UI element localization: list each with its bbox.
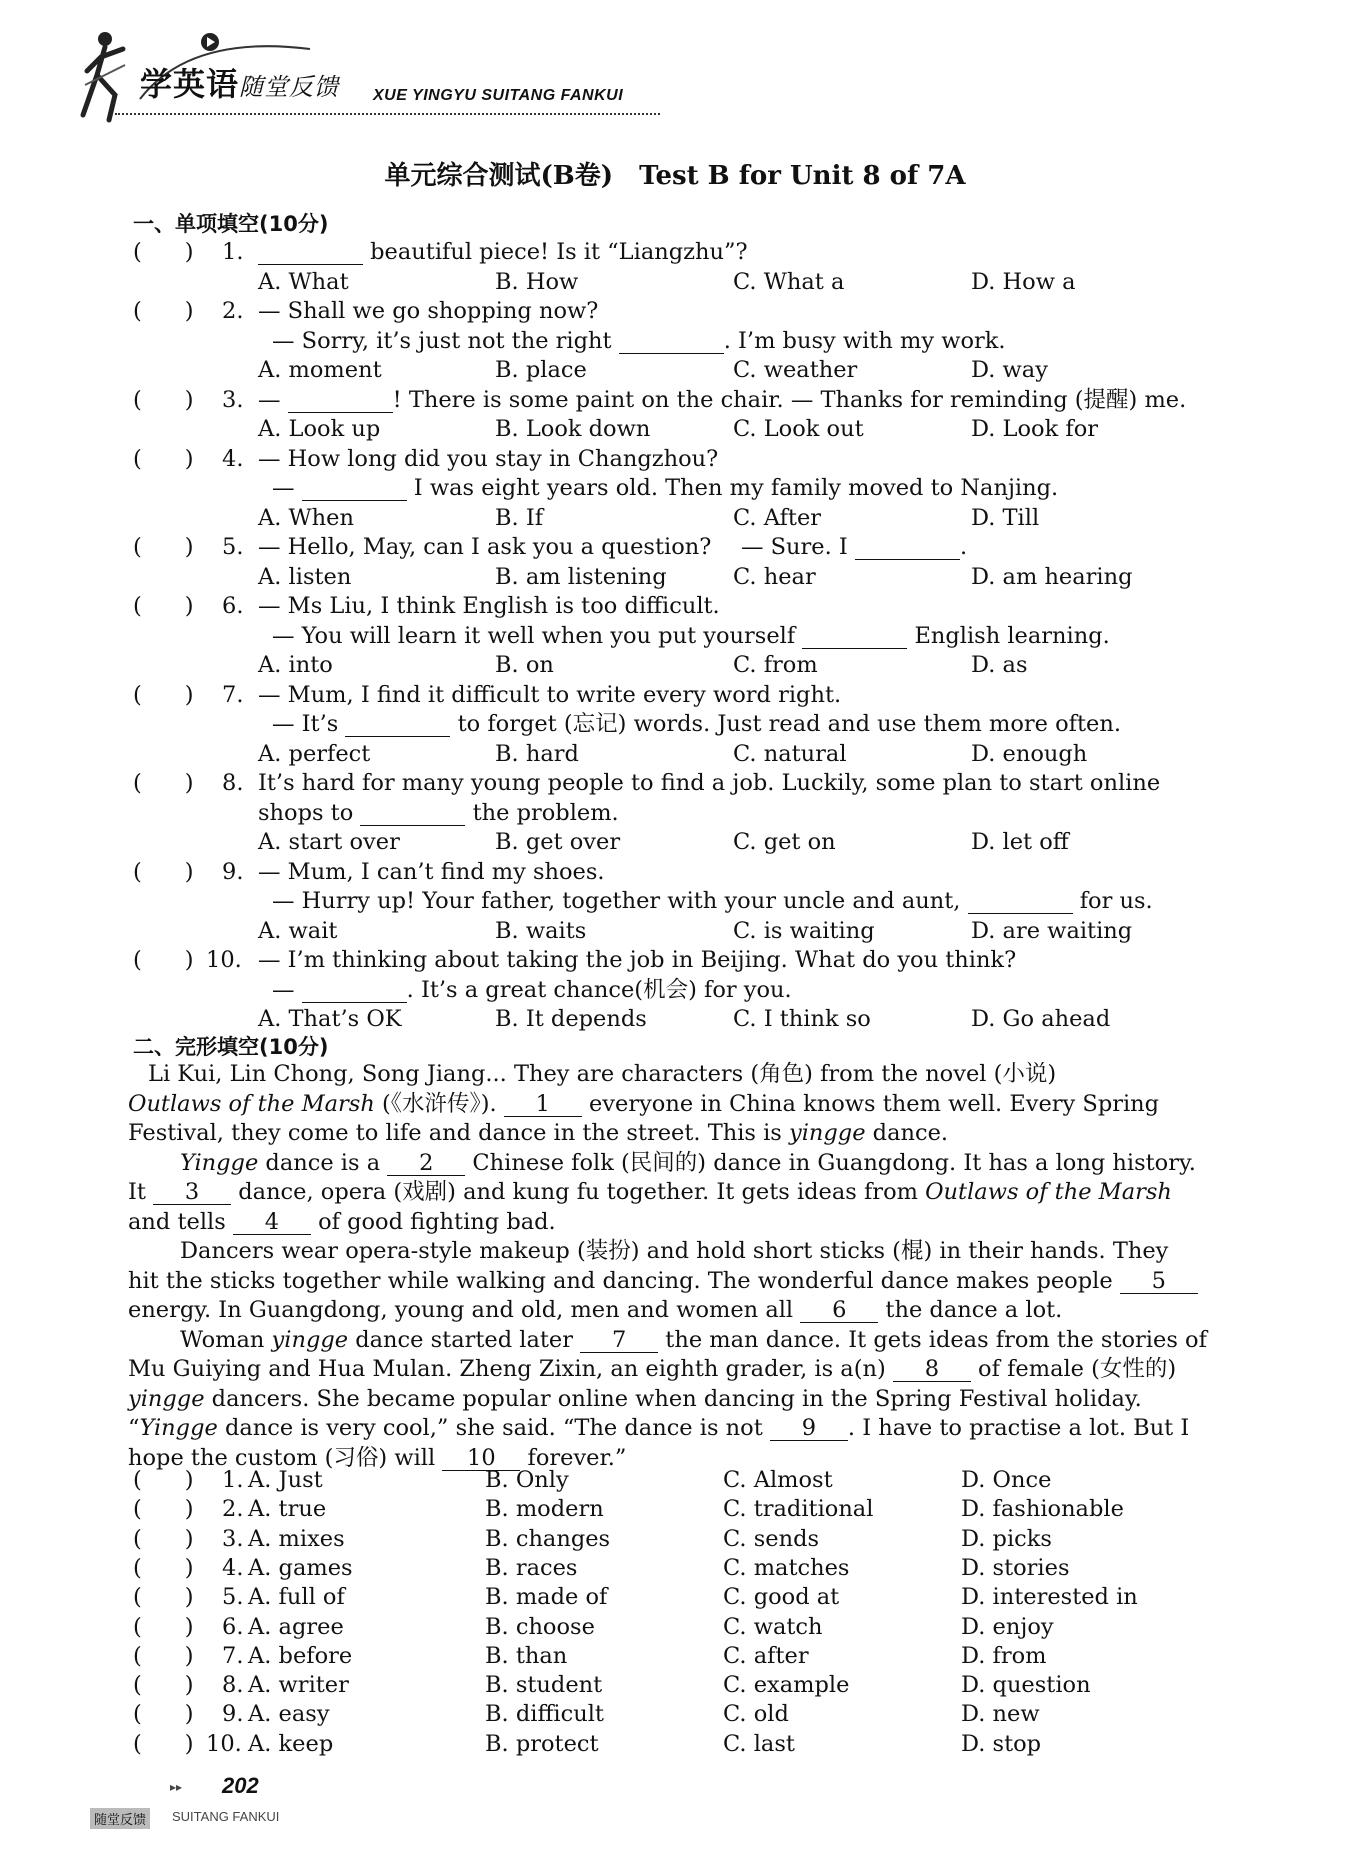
answer-paren[interactable]: ( )	[133, 534, 194, 560]
answer-paren[interactable]: ( )	[133, 1525, 194, 1552]
option-c[interactable]: C. watch	[723, 1613, 823, 1640]
question-number: 1.	[222, 239, 244, 265]
brand-title: 学英语随堂反馈	[140, 65, 340, 103]
passage-line: Festival, they come to life and dance in the street. This is yingge dance.	[128, 1120, 949, 1146]
question-text: — How long did you stay in Changzhou?	[258, 445, 719, 472]
answer-paren[interactable]: ( )	[133, 947, 194, 973]
answer-blank[interactable]	[619, 329, 724, 354]
question-number: 6.	[222, 1613, 244, 1640]
question-text: — . It’s a great chance(机会) for you.	[272, 976, 792, 1003]
option-c[interactable]: C. Look out	[733, 416, 864, 442]
answer-paren[interactable]: ( )	[133, 1672, 194, 1699]
option-c[interactable]: C. hear	[733, 563, 816, 590]
question-number: 7.	[222, 1642, 244, 1669]
answer-blank[interactable]	[855, 535, 960, 560]
option-a[interactable]: A. perfect	[258, 740, 371, 767]
option-b[interactable]: B. protect	[485, 1730, 599, 1757]
passage-line: Outlaws of the Marsh (《水浒传》). 1 everyone in China knows them well. Every Spring	[128, 1090, 1160, 1117]
question-text: beautiful piece! Is it “Liangzhu”?	[258, 237, 748, 267]
brand-english: XUE YINGYU SUITANG FANKUI	[373, 87, 624, 104]
question-number: 5.	[222, 534, 244, 560]
question-text: — Shall we go shopping now?	[258, 298, 599, 324]
option-d[interactable]: D. from	[961, 1642, 1047, 1669]
cloze-blank[interactable]: 1	[504, 1092, 582, 1117]
option-c[interactable]: C. Almost	[723, 1467, 833, 1493]
page-arrow-icon: ▸▸	[170, 1780, 183, 1794]
passage-line: “Yingge dance is very cool,” she said. “The dance is not 9 . I have to practise a lot. But I	[128, 1415, 1190, 1441]
cloze-blank[interactable]: 5	[1120, 1269, 1198, 1294]
question-number: 10.	[206, 1730, 242, 1757]
option-a[interactable]: A. listen	[258, 563, 352, 590]
option-c[interactable]: C. What a	[733, 268, 845, 295]
option-a[interactable]: A. true	[248, 1496, 327, 1523]
option-d[interactable]: D. stop	[961, 1730, 1042, 1757]
option-a[interactable]: A. start over	[258, 829, 400, 855]
passage-line: Dancers wear opera-style makeup (装扮) and hold short sticks (棍) in their hands. They	[180, 1238, 1169, 1264]
option-a[interactable]: A. moment	[258, 357, 382, 383]
answer-paren[interactable]: ( )	[133, 1642, 194, 1669]
option-a[interactable]: A. Just	[248, 1467, 323, 1493]
option-a[interactable]: A. easy	[248, 1701, 330, 1728]
option-b[interactable]: B. on	[495, 652, 554, 678]
answer-paren[interactable]: ( )	[133, 681, 194, 708]
option-d[interactable]: D. picks	[961, 1525, 1052, 1552]
option-d[interactable]: D. Till	[971, 504, 1040, 531]
passage-line: yingge dancers. She became popular online when dancing in the Spring Festival holiday.	[128, 1385, 1142, 1412]
answer-blank[interactable]	[345, 712, 450, 737]
option-a[interactable]: A. full of	[248, 1584, 345, 1611]
question-text: — Mum, I can’t find my shoes.	[258, 858, 605, 885]
option-c[interactable]: C. matches	[723, 1554, 850, 1581]
option-b[interactable]: B. waits	[495, 917, 587, 944]
option-a[interactable]: A. games	[248, 1554, 353, 1581]
option-c[interactable]: C. After	[733, 504, 822, 531]
question-number: 9.	[222, 1701, 244, 1728]
option-b[interactable]: B. If	[495, 504, 544, 531]
option-b[interactable]: B. than	[485, 1642, 568, 1669]
question-number: 8.	[222, 770, 244, 796]
question-text: — Hello, May, can I ask you a question? — Sure. I .	[258, 534, 968, 560]
option-a[interactable]: A. What	[258, 268, 349, 295]
page-title: 单元综合测试(B卷) Test B for Unit 8 of 7A	[384, 161, 966, 191]
cloze-blank[interactable]: 6	[800, 1298, 878, 1323]
page-number: 202	[222, 1773, 259, 1798]
passage-line: hit the sticks together while walking and dancing. The wonderful dance makes people 5	[128, 1267, 1220, 1297]
answer-paren[interactable]: ( )	[133, 1701, 194, 1728]
question-number: 2.	[222, 298, 244, 324]
question-number: 4.	[222, 445, 244, 472]
question-number: 6.	[222, 593, 244, 619]
passage-line: hope the custom (习俗) will 10 forever.”	[128, 1444, 627, 1471]
answer-paren[interactable]: ( )	[133, 386, 194, 413]
answer-paren[interactable]: ( )	[133, 1730, 194, 1757]
option-c[interactable]: C. last	[723, 1730, 795, 1757]
footer-tag-english: SUITANG FANKUI	[172, 1809, 280, 1824]
option-d[interactable]: D. as	[971, 652, 1028, 678]
option-a[interactable]: A. Look up	[258, 416, 381, 442]
answer-paren[interactable]: ( )	[133, 298, 194, 324]
question-number: 5.	[222, 1584, 244, 1611]
option-b[interactable]: B. modern	[485, 1496, 604, 1523]
option-b[interactable]: B. student	[485, 1672, 603, 1699]
answer-paren[interactable]: ( )	[133, 1467, 194, 1493]
option-c[interactable]: C. traditional	[723, 1496, 874, 1523]
answer-paren[interactable]: ( )	[133, 1613, 194, 1640]
option-a[interactable]: A. That’s OK	[258, 1006, 402, 1032]
option-b[interactable]: B. am listening	[495, 563, 667, 590]
cloze-blank[interactable]: 10	[442, 1446, 520, 1471]
answer-paren[interactable]: ( )	[133, 1554, 194, 1581]
question-text: — Mum, I find it difficult to write every word right.	[258, 681, 842, 708]
answer-blank[interactable]	[288, 388, 393, 413]
option-a[interactable]: A. agree	[248, 1613, 344, 1640]
option-a[interactable]: A. into	[258, 652, 333, 678]
option-c[interactable]: C. example	[723, 1672, 850, 1699]
question-number: 3.	[222, 1525, 244, 1552]
option-d[interactable]: D. are waiting	[971, 917, 1133, 944]
option-b[interactable]: B. changes	[485, 1525, 611, 1552]
option-a[interactable]: A. writer	[248, 1672, 349, 1699]
option-a[interactable]: A. When	[258, 504, 354, 531]
option-d[interactable]: D. Look for	[971, 416, 1098, 442]
option-d[interactable]: D. let off	[971, 829, 1069, 855]
option-b[interactable]: B. made of	[485, 1584, 608, 1611]
question-text: — I’m thinking about taking the job in Beijing. What do you think?	[258, 947, 1017, 973]
cloze-blank[interactable]: 9	[770, 1416, 848, 1441]
option-b[interactable]: B. difficult	[485, 1701, 604, 1728]
option-d[interactable]: D. question	[961, 1672, 1091, 1699]
option-a[interactable]: A. keep	[248, 1730, 334, 1757]
question-number: 1.	[222, 1467, 244, 1493]
question-number: 10.	[206, 947, 242, 973]
answer-blank[interactable]	[360, 801, 465, 826]
question-number: 4.	[222, 1554, 244, 1581]
option-c[interactable]: C. weather	[733, 357, 858, 383]
question-number: 3.	[222, 386, 244, 413]
option-d[interactable]: D. fashionable	[961, 1496, 1124, 1523]
question-number: 9.	[222, 858, 244, 885]
question-number: 8.	[222, 1672, 244, 1699]
answer-blank[interactable]	[968, 889, 1073, 914]
option-b[interactable]: B. How	[495, 268, 579, 295]
passage-line: Yingge dance is a 2 Chinese folk (民间的) dance in Guangdong. It has a long history.	[180, 1149, 1196, 1176]
option-d[interactable]: D. stories	[961, 1554, 1070, 1581]
option-c[interactable]: C. good at	[723, 1584, 840, 1611]
option-d[interactable]: D. way	[971, 357, 1048, 383]
answer-blank[interactable]	[302, 978, 407, 1003]
question-number: 2.	[222, 1496, 244, 1523]
answer-blank[interactable]	[258, 240, 363, 265]
question-text: — I was eight years old. Then my family moved to Nanjing.	[272, 475, 1059, 501]
option-b[interactable]: B. races	[485, 1554, 578, 1581]
answer-paren[interactable]: ( )	[133, 593, 194, 619]
option-c[interactable]: C. sends	[723, 1525, 820, 1552]
answer-blank[interactable]	[802, 624, 907, 649]
option-d[interactable]: D. Once	[961, 1467, 1052, 1493]
section-heading-1: 一、单项填空(10分)	[133, 212, 329, 236]
option-c[interactable]: C. old	[723, 1701, 789, 1728]
question-text: — ! There is some paint on the chair. — Thanks for reminding (提醒) me.	[258, 386, 1187, 413]
passage-line: Mu Guiying and Hua Mulan. Zheng Zixin, an eighth grader, is a(n) 8 of female (女性的)	[128, 1356, 1177, 1382]
option-c[interactable]: C. from	[733, 652, 818, 678]
cloze-blank[interactable]: 7	[580, 1328, 658, 1353]
option-a[interactable]: A. mixes	[248, 1525, 345, 1552]
passage-line: Woman yingge dance started later 7 the man dance. It gets ideas from the stories of	[180, 1326, 1207, 1353]
question-text: — Sorry, it’s just not the right . I’m busy with my work.	[272, 327, 1006, 354]
question-number: 7.	[222, 681, 244, 708]
answer-paren[interactable]: ( )	[133, 1584, 194, 1611]
question-text: — Ms Liu, I think English is too difficult.	[258, 593, 720, 619]
question-text: — You will learn it well when you put yourself English learning.	[272, 622, 1110, 649]
passage-line: It 3 dance, opera (戏剧) and kung fu together. It gets ideas from Outlaws of the Marsh	[128, 1179, 1172, 1205]
option-a[interactable]: A. before	[248, 1642, 353, 1669]
answer-paren[interactable]: ( )	[133, 239, 194, 265]
option-d[interactable]: D. How a	[971, 268, 1076, 295]
option-c[interactable]: C. I think so	[733, 1006, 871, 1032]
question-text: It’s hard for many young people to find a job. Luckily, some plan to start online	[258, 770, 1161, 796]
option-c[interactable]: C. after	[723, 1642, 809, 1669]
option-b[interactable]: B. hard	[495, 740, 579, 767]
answer-blank[interactable]	[302, 476, 407, 501]
answer-paren[interactable]: ( )	[133, 858, 194, 885]
option-c[interactable]: C. natural	[733, 740, 847, 767]
option-b[interactable]: B. Only	[485, 1467, 569, 1493]
footer-tag: 随堂反馈	[90, 1808, 150, 1829]
answer-paren[interactable]: ( )	[133, 770, 194, 796]
option-d[interactable]: D. am hearing	[971, 563, 1133, 590]
passage-line: Li Kui, Lin Chong, Song Jiang... They are characters (角色) from the novel (小说)	[148, 1061, 1057, 1087]
cloze-blank[interactable]: 3	[153, 1180, 231, 1205]
option-d[interactable]: D. new	[961, 1701, 1040, 1728]
cloze-blank[interactable]: 2	[387, 1151, 465, 1176]
answer-paren[interactable]: ( )	[133, 445, 194, 472]
option-d[interactable]: D. interested in	[961, 1584, 1138, 1611]
option-d[interactable]: D. enough	[971, 740, 1088, 767]
cloze-blank[interactable]: 4	[233, 1210, 311, 1235]
question-text: — It’s to forget (忘记) words. Just read and use them more often.	[272, 711, 1121, 737]
question-text: — Hurry up! Your father, together with your uncle and aunt, for us.	[272, 888, 1153, 914]
option-c[interactable]: C. get on	[733, 829, 836, 855]
passage-line: and tells 4 of good fighting bad.	[128, 1208, 556, 1235]
option-d[interactable]: D. Go ahead	[971, 1006, 1111, 1032]
cloze-passage	[128, 1060, 1220, 1473]
question-text: shops to the problem.	[258, 799, 619, 826]
page-header	[75, 25, 665, 125]
option-c[interactable]: C. is waiting	[733, 917, 875, 944]
option-b[interactable]: B. place	[495, 357, 587, 383]
option-b[interactable]: B. get over	[495, 829, 621, 855]
answer-paren[interactable]: ( )	[133, 1496, 194, 1523]
option-b[interactable]: B. Look down	[495, 416, 651, 442]
brand-subtitle: 随堂反馈	[239, 73, 340, 101]
option-d[interactable]: D. enjoy	[961, 1613, 1054, 1640]
option-b[interactable]: B. It depends	[495, 1006, 647, 1032]
passage-line: energy. In Guangdong, young and old, men and women all 6 the dance a lot.	[128, 1297, 1063, 1323]
cloze-blank[interactable]: 8	[893, 1357, 971, 1382]
option-a[interactable]: A. wait	[258, 917, 338, 944]
header-divider	[115, 113, 660, 115]
section-heading-2: 二、完形填空(10分)	[133, 1035, 329, 1059]
option-b[interactable]: B. choose	[485, 1613, 595, 1640]
